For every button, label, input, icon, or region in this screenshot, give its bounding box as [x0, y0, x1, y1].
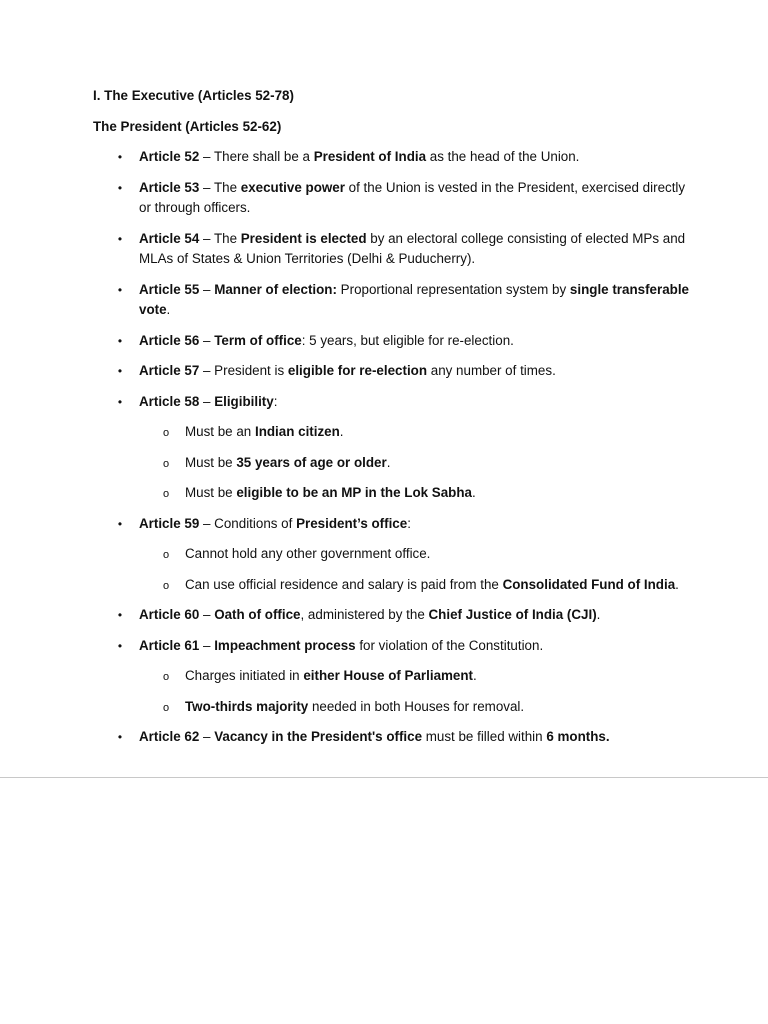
- article-text: [139, 361, 693, 382]
- article-item: [93, 229, 693, 270]
- circle-bullet-icon: o: [162, 488, 170, 500]
- bold-text: Article 61: [139, 637, 200, 653]
- bold-text: 35 years of age or older: [236, 454, 387, 470]
- text-run: Charges initiated in: [185, 668, 304, 683]
- sub-item-text: [185, 453, 693, 474]
- text-run: by an electoral college consisting of elected MPs and MLAs of States & Union Territories (Delhi & Puducherry).: [139, 230, 686, 266]
- text-run: .: [166, 302, 171, 317]
- bullet-icon: •: [117, 394, 123, 409]
- bold-text: eligible for re-election: [287, 363, 428, 378]
- article-item: [93, 331, 693, 352]
- sub-item-text: [185, 575, 693, 596]
- text-run: –: [199, 281, 215, 297]
- text-run: needed in both Houses for removal.: [308, 698, 525, 714]
- text-run: Must be an: [185, 424, 255, 439]
- text-run: .: [596, 607, 601, 622]
- text-run: for violation of the Constitution.: [355, 637, 544, 653]
- sub-item-text: [185, 666, 693, 687]
- sub-item: [139, 453, 693, 474]
- bullet-icon: •: [117, 333, 123, 348]
- bullet-icon: •: [117, 364, 123, 378]
- text-run: Must be: [185, 454, 237, 470]
- article-item: [93, 605, 693, 626]
- article-text: [139, 392, 693, 413]
- text-run: .: [339, 424, 344, 439]
- article-text: [139, 178, 693, 219]
- circle-bullet-icon: o: [162, 457, 170, 470]
- article-text: [139, 636, 693, 657]
- text-run: – President is: [199, 363, 288, 378]
- bold-text: Oath of office: [214, 607, 301, 622]
- bullet-icon: •: [117, 180, 123, 195]
- article-item: [93, 727, 693, 748]
- text-run: must be filled within: [422, 729, 547, 744]
- bold-text: 6 months.: [546, 729, 610, 744]
- text-run: as the head of the Union.: [426, 149, 580, 164]
- text-run: –: [199, 607, 215, 622]
- text-run: .: [675, 576, 679, 592]
- text-run: –: [199, 332, 215, 348]
- text-run: – There shall be a: [199, 149, 314, 164]
- bold-text: Eligibility: [214, 393, 274, 409]
- sub-item-text: [185, 422, 693, 443]
- bold-text: Article 52: [139, 149, 200, 164]
- section-subheading: The President (Articles 52-62): [93, 118, 282, 134]
- article-item: [93, 514, 693, 596]
- bold-text: eligible to be an MP in the Lok Sabha: [236, 485, 472, 500]
- text-run: , administered by the: [300, 607, 429, 622]
- bold-text: Article 58: [139, 393, 200, 409]
- text-run: – The: [199, 179, 241, 195]
- sub-list: [139, 544, 693, 595]
- article-text: [139, 280, 693, 321]
- text-run: –: [199, 393, 215, 409]
- article-item: [93, 636, 693, 718]
- text-run: – Conditions of: [199, 515, 297, 531]
- circle-bullet-icon: o: [162, 427, 170, 439]
- text-run: Cannot hold any other government office.: [185, 546, 431, 561]
- bold-text: President is elected: [240, 230, 367, 246]
- article-text: [139, 331, 693, 352]
- sub-item: [139, 422, 693, 443]
- bullet-icon: •: [117, 730, 123, 744]
- bullet-icon: •: [117, 282, 123, 297]
- circle-bullet-icon: o: [162, 671, 170, 683]
- sub-item-text: [185, 697, 693, 718]
- circle-bullet-icon: o: [162, 701, 170, 714]
- text-run: –: [199, 729, 215, 744]
- text-run: Proportional representation system by: [336, 281, 570, 297]
- article-text: [139, 727, 693, 748]
- bold-text: Chief Justice of India (CJI): [428, 607, 597, 622]
- text-run: –: [199, 637, 215, 653]
- circle-bullet-icon: o: [162, 549, 170, 561]
- bold-text: Term of office: [214, 332, 302, 348]
- bold-text: Article 57: [139, 363, 200, 378]
- bold-text: President of India: [313, 149, 427, 164]
- bold-text: Manner of election:: [214, 281, 337, 297]
- bold-text: Article 53: [139, 179, 200, 195]
- text-run: Must be: [185, 485, 237, 500]
- text-run: :: [273, 393, 278, 409]
- sub-item: [139, 483, 693, 504]
- article-item: [93, 280, 693, 321]
- article-text: [139, 514, 693, 535]
- bold-text: either House of Parliament: [303, 668, 474, 683]
- text-run: : 5 years, but eligible for re-election.: [301, 332, 514, 348]
- article-item: [93, 361, 693, 382]
- sub-item: [139, 544, 693, 565]
- bold-text: Indian citizen: [254, 424, 340, 439]
- bullet-icon: •: [117, 638, 123, 653]
- article-text: [139, 229, 693, 270]
- text-run: .: [386, 454, 391, 470]
- text-run: – The: [199, 230, 241, 246]
- bold-text: Article 54: [139, 230, 200, 246]
- article-text: [139, 147, 693, 168]
- bold-text: President’s office: [296, 515, 408, 531]
- article-item: [93, 178, 693, 219]
- bold-text: Article 55: [139, 281, 200, 297]
- bold-text: Article 56: [139, 332, 200, 348]
- sub-list: [139, 666, 693, 717]
- bold-text: Vacancy in the President's office: [214, 729, 423, 744]
- article-list: [93, 147, 693, 748]
- bullet-icon: •: [117, 608, 123, 622]
- bold-text: Article 62: [139, 729, 200, 744]
- sub-item-text: [185, 544, 693, 565]
- bullet-icon: •: [117, 516, 123, 531]
- text-run: any number of times.: [427, 363, 556, 378]
- bold-text: single transferable vote: [139, 281, 689, 317]
- bold-text: executive power: [240, 179, 345, 195]
- text-run: Can use official residence and salary is paid from the: [185, 576, 503, 592]
- sub-item: [139, 697, 693, 718]
- article-text: [139, 605, 693, 626]
- bold-text: Article 60: [139, 607, 200, 622]
- section-heading: I. The Executive (Articles 52-78): [93, 88, 294, 103]
- article-item: [93, 392, 693, 504]
- blank-area: [0, 778, 768, 1024]
- circle-bullet-icon: o: [162, 579, 170, 592]
- bullet-icon: •: [117, 231, 123, 246]
- bold-text: Article 59: [139, 515, 200, 531]
- document-content: [93, 86, 693, 758]
- bold-text: Impeachment process: [214, 637, 356, 653]
- bold-text: Two-thirds majority: [185, 698, 309, 714]
- sub-list: [139, 422, 693, 504]
- text-run: :: [407, 515, 411, 531]
- text-run: of the Union is vested in the President, exercised directly or through officers.: [139, 179, 686, 215]
- text-run: .: [471, 485, 476, 500]
- bold-text: Consolidated Fund of India: [502, 576, 676, 592]
- sub-item-text: [185, 483, 693, 504]
- article-item: [93, 147, 693, 168]
- sub-item: [139, 666, 693, 687]
- sub-item: [139, 575, 693, 596]
- text-run: .: [473, 668, 477, 683]
- bullet-icon: •: [117, 150, 123, 164]
